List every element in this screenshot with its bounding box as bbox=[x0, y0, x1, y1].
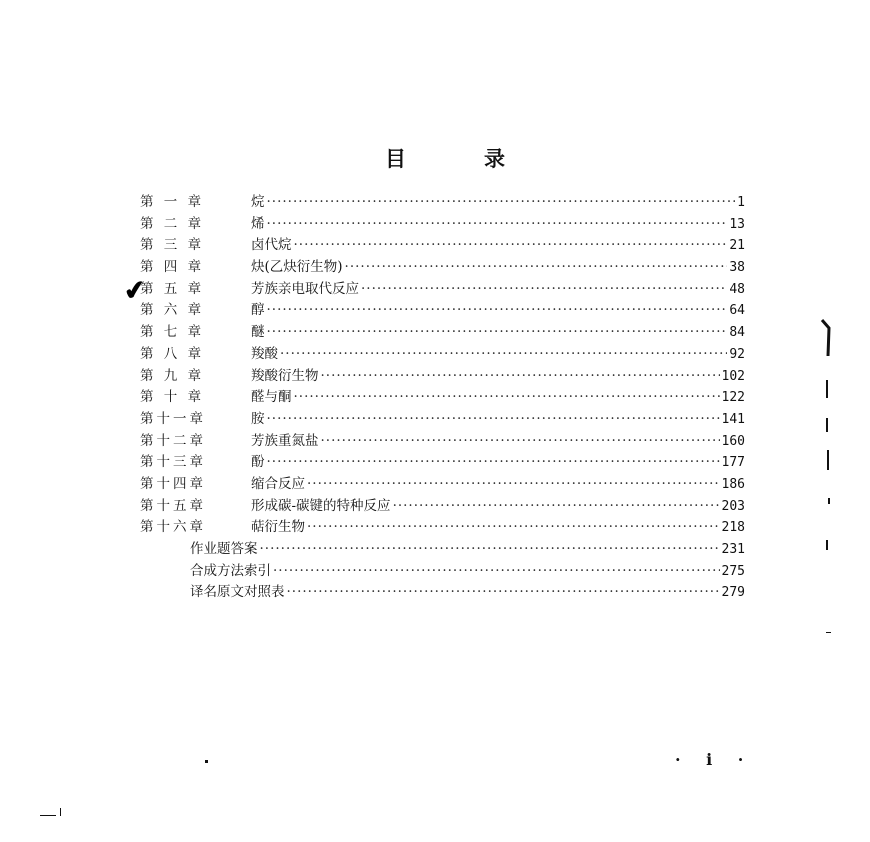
page-folio: · i · bbox=[675, 750, 754, 769]
page-title bbox=[385, 143, 505, 173]
dot-leader bbox=[267, 214, 728, 236]
dot-leader bbox=[267, 300, 728, 322]
page-number: 275 bbox=[721, 563, 745, 579]
dot-leader bbox=[361, 279, 727, 301]
toc-row[interactable] bbox=[140, 214, 745, 236]
toc-row[interactable] bbox=[140, 300, 745, 322]
toc-row[interactable] bbox=[140, 496, 745, 518]
scan-speck bbox=[828, 498, 830, 504]
toc-row[interactable] bbox=[140, 192, 745, 214]
chapter-title: 羧酸 bbox=[251, 345, 278, 362]
dot-leader bbox=[280, 344, 727, 366]
dot-leader bbox=[287, 582, 720, 604]
chapter-title: 羧酸衍生物 bbox=[251, 367, 319, 384]
chapter-title: 醚 bbox=[251, 324, 265, 341]
chapter-number: 第十四章 bbox=[140, 475, 206, 492]
page-number: 177 bbox=[721, 455, 745, 471]
dot-leader bbox=[267, 409, 720, 431]
scan-speck bbox=[826, 540, 828, 550]
page-number: 38 bbox=[729, 260, 745, 276]
chapter-title: 缩合反应 bbox=[251, 475, 305, 492]
page-number: 218 bbox=[721, 520, 745, 536]
dot-leader bbox=[294, 235, 728, 257]
toc-row-appendix[interactable] bbox=[140, 539, 745, 561]
page-number: 186 bbox=[721, 476, 745, 492]
toc-row[interactable] bbox=[140, 517, 745, 539]
chapter-title: 萜衍生物 bbox=[251, 519, 305, 536]
scan-edge-mark bbox=[820, 318, 834, 358]
chapter-number: 第 九 章 bbox=[140, 367, 205, 384]
dot-leader bbox=[393, 496, 720, 518]
toc-row[interactable] bbox=[140, 474, 745, 496]
dot-leader bbox=[267, 322, 728, 344]
chapter-number: 第十六章 bbox=[140, 519, 206, 536]
toc-row[interactable] bbox=[140, 452, 745, 474]
scan-speck bbox=[205, 760, 208, 763]
scan-speck bbox=[827, 450, 829, 470]
checkmark-icon: ✔ bbox=[122, 274, 148, 308]
page-number: 92 bbox=[729, 346, 745, 362]
toc-row[interactable] bbox=[140, 344, 745, 366]
chapter-number: 第 一 章 bbox=[140, 194, 205, 210]
chapter-title: 醇 bbox=[251, 302, 265, 319]
toc-row[interactable] bbox=[140, 409, 745, 431]
chapter-number: 第十一章 bbox=[140, 410, 206, 427]
chapter-number: 第 二 章 bbox=[140, 215, 205, 232]
chapter-title: 烯 bbox=[251, 215, 265, 232]
page-number: 1 bbox=[737, 195, 745, 210]
chapter-title: 芳族亲电取代反应 bbox=[251, 280, 359, 297]
toc-row[interactable] bbox=[140, 279, 745, 301]
chapter-number: 第十五章 bbox=[140, 497, 206, 514]
dot-leader bbox=[307, 474, 720, 496]
dot-leader bbox=[273, 561, 720, 583]
toc-row[interactable] bbox=[140, 387, 745, 409]
scan-speck bbox=[826, 380, 828, 398]
toc-row-appendix[interactable] bbox=[140, 561, 745, 583]
chapter-number: 第十二章 bbox=[140, 432, 206, 449]
appendix-title: 作业题答案 bbox=[190, 541, 258, 557]
appendix-title: 译名原文对照表 bbox=[190, 584, 285, 601]
dot-leader bbox=[260, 539, 720, 561]
chapter-number: 第 四 章 bbox=[140, 259, 205, 276]
page-number: 279 bbox=[721, 585, 745, 601]
title-char-1: 目 bbox=[385, 147, 406, 171]
page-number: 231 bbox=[721, 542, 745, 557]
page-number: 203 bbox=[721, 498, 745, 514]
chapter-number: 第 七 章 bbox=[140, 324, 205, 341]
chapter-title: 卤代烷 bbox=[251, 237, 292, 254]
scan-speck bbox=[826, 418, 828, 432]
chapter-number: 第十三章 bbox=[140, 454, 206, 471]
dot-leader bbox=[267, 192, 736, 214]
page-number: 102 bbox=[721, 368, 745, 384]
dot-leader bbox=[267, 452, 720, 474]
chapter-number: 第 十 章 bbox=[140, 389, 205, 406]
chapter-title: 醛与酮 bbox=[251, 389, 292, 406]
toc-row-appendix[interactable] bbox=[140, 582, 745, 604]
scan-speck bbox=[40, 815, 56, 816]
toc-row[interactable] bbox=[140, 322, 745, 344]
page-number: 122 bbox=[721, 390, 745, 406]
table-of-contents bbox=[140, 192, 745, 604]
chapter-title: 炔(乙炔衍生物) bbox=[251, 259, 343, 276]
dot-leader bbox=[321, 366, 720, 388]
dot-leader bbox=[294, 387, 720, 409]
chapter-title: 形成碳-碳键的特种反应 bbox=[251, 497, 391, 514]
page-number: 141 bbox=[721, 411, 745, 427]
page-number: 64 bbox=[729, 303, 745, 319]
page-number: 13 bbox=[729, 216, 745, 232]
chapter-title: 烷 bbox=[251, 194, 265, 210]
toc-row[interactable] bbox=[140, 431, 745, 453]
toc-row[interactable] bbox=[140, 366, 745, 388]
page-number: 160 bbox=[721, 433, 745, 449]
scan-speck bbox=[60, 808, 61, 816]
appendix-title: 合成方法索引 bbox=[190, 562, 271, 579]
toc-row[interactable] bbox=[140, 257, 745, 279]
chapter-title: 胺 bbox=[251, 410, 265, 427]
dot-leader bbox=[321, 431, 720, 453]
chapter-number: 第 六 章 bbox=[140, 302, 205, 319]
chapter-number: 第 五 章 bbox=[140, 280, 205, 297]
page-number: 21 bbox=[729, 238, 745, 254]
scan-speck bbox=[826, 632, 831, 633]
page-number: 48 bbox=[729, 281, 745, 297]
toc-row[interactable] bbox=[140, 235, 745, 257]
title-char-2: 录 bbox=[484, 147, 505, 171]
chapter-number: 第 三 章 bbox=[140, 237, 205, 254]
dot-leader bbox=[307, 517, 720, 539]
chapter-title: 酚 bbox=[251, 454, 265, 471]
dot-leader bbox=[345, 257, 728, 279]
chapter-number: 第 八 章 bbox=[140, 345, 205, 362]
page-number: 84 bbox=[729, 325, 745, 341]
chapter-title: 芳族重氮盐 bbox=[251, 432, 319, 449]
